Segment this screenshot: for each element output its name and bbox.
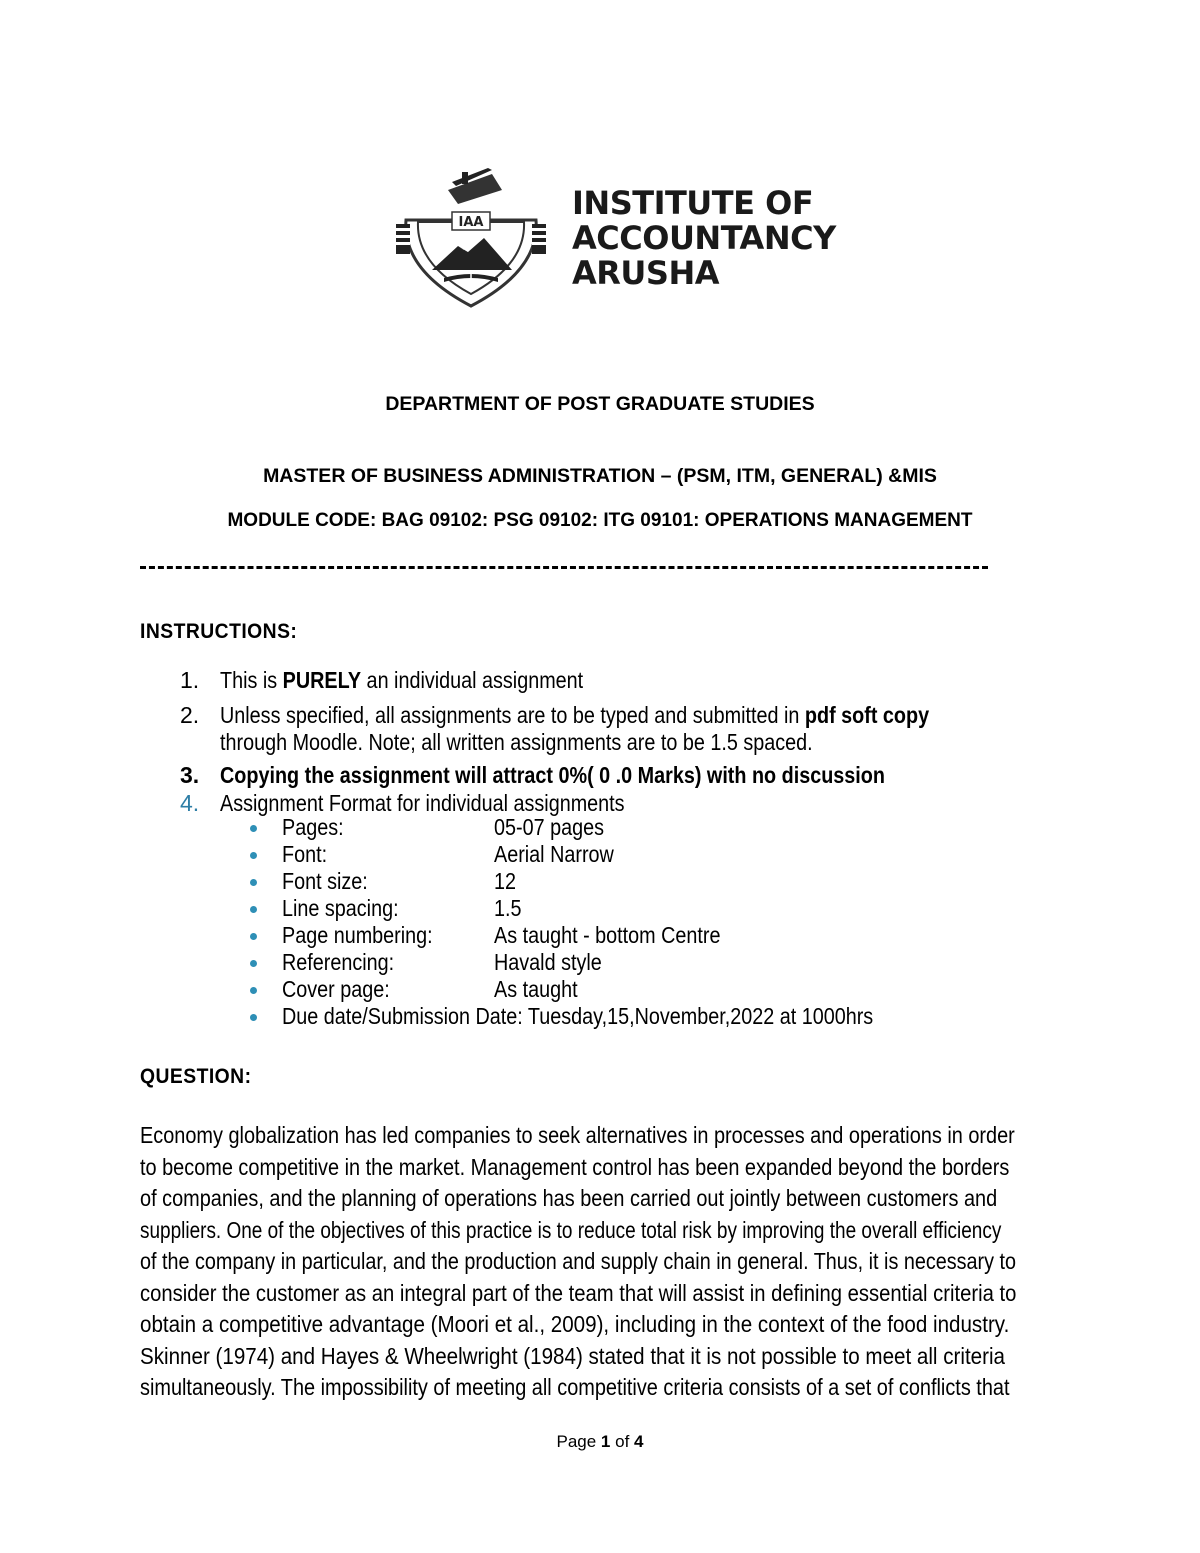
item-text: Assignment Format for individual assignments [220, 790, 625, 816]
format-value: Havald style [494, 949, 602, 975]
item-emphasis: pdf soft copy [804, 702, 930, 728]
question-heading: QUESTION: [140, 1065, 252, 1088]
instruction-item [140, 760, 1080, 788]
paragraph-line: Skinner (1974) and Hayes & Wheelwright (1984) stated that it is not possible to meet all criteria [140, 1342, 1006, 1369]
bullet-icon [250, 1014, 257, 1021]
item-number: 2. [180, 702, 200, 728]
format-item [250, 922, 1080, 949]
paragraph-line: Economy globalization has led companies to seek alternatives in processes and operations in order [140, 1122, 1015, 1148]
format-value: 12 [494, 868, 517, 894]
format-value: Aerial Narrow [494, 841, 614, 867]
bullet-icon [250, 879, 257, 886]
format-item [250, 895, 1080, 922]
instruction-item [140, 665, 1080, 698]
paragraph-line: simultaneously. The impossibility of meeting all competitive criteria consists of a set of conflicts that [140, 1374, 1010, 1400]
dashed-divider [140, 566, 988, 571]
bullet-icon [250, 933, 257, 940]
format-item [250, 868, 1080, 895]
format-key: Font: [282, 841, 328, 867]
instruction-item [140, 698, 1080, 760]
format-item [250, 949, 1080, 976]
item-text: Copying the assignment will attract 0%( 0 .0 Marks) with no discussion [220, 762, 885, 788]
format-value: 05-07 pages [494, 814, 604, 840]
iaa-seal-icon [392, 160, 550, 312]
format-key: Pages: [282, 814, 344, 840]
paragraph-line: suppliers. One of the objectives of this practice is to reduce total risk by improving the overall efficiency [140, 1216, 1002, 1243]
format-item [250, 841, 1080, 868]
format-key: Due date/Submission Date: Tuesday,15,November,2022 at 1000hrs [282, 1003, 874, 1029]
item-text-continued: through Moodle. Note; all written assignments are to be 1.5 spaced. [220, 729, 813, 755]
item-text: Unless specified, all assignments are to be typed and submitted in [220, 702, 805, 728]
bullet-icon [250, 825, 257, 832]
institute-name-line: ACCOUNTANCY [572, 219, 836, 257]
page-word: Page [556, 1432, 597, 1451]
question-paragraph [140, 1120, 1140, 1404]
bullet-icon [250, 906, 257, 913]
of-word: of [615, 1432, 630, 1451]
institute-name-line: ARUSHA [572, 254, 719, 292]
format-value: 1.5 [494, 895, 522, 921]
format-key: Page numbering: [282, 922, 433, 948]
item-emphasis: PURELY [282, 667, 362, 693]
bullet-icon [250, 960, 257, 967]
format-key: Referencing: [282, 949, 395, 975]
instructions-heading: INSTRUCTIONS: [140, 620, 298, 643]
institute-name-line: INSTITUTE OF [572, 184, 814, 222]
item-text: an individual assignment [361, 667, 584, 693]
bullet-icon [250, 852, 257, 859]
current-page: 1 [600, 1432, 611, 1451]
item-number: 3. [180, 762, 200, 788]
department-title: DEPARTMENT OF POST GRADUATE STUDIES [385, 393, 815, 415]
instructions-list [140, 665, 1080, 1030]
item-text: This is [220, 667, 283, 693]
item-number: 4. [180, 790, 200, 816]
programme-title: MASTER OF BUSINESS ADMINISTRATION – (PSM, ITM, GENERAL) &MIS [263, 465, 937, 487]
paragraph-line: obtain a competitive advantage (Moori et al., 2009), including in the context of the food industry. [140, 1311, 1010, 1337]
seal-label: IAA [458, 215, 484, 230]
format-key: Font size: [282, 868, 368, 894]
instruction-item [140, 788, 1080, 814]
module-code: MODULE CODE: BAG 09102: PSG 09102: ITG 09101: OPERATIONS MANAGEMENT [227, 510, 973, 531]
format-value: As taught [494, 976, 578, 1002]
format-key: Cover page: [282, 976, 390, 1002]
page-footer [0, 1432, 1200, 1452]
paragraph-line: consider the customer as an integral part of the team that will assist in defining essential criteria to [140, 1279, 1017, 1306]
paragraph-line: of companies, and the planning of operations has been carried out jointly between customers and [140, 1185, 998, 1211]
total-pages: 4 [634, 1432, 644, 1451]
paragraph-line: to become competitive in the market. Management control has been expanded beyond the borders [140, 1153, 1010, 1180]
bullet-icon [250, 987, 257, 994]
format-key: Line spacing: [282, 895, 399, 921]
institute-logo [392, 160, 836, 312]
format-item [250, 976, 1080, 1003]
paragraph-line: of the company in particular, and the production and supply chain in general. Thus, it is necessary to [140, 1248, 1016, 1274]
item-number: 1. [180, 667, 200, 693]
format-value: As taught - bottom Centre [494, 922, 721, 948]
format-item [250, 1003, 1080, 1030]
format-item [250, 814, 1080, 841]
institute-name [572, 186, 836, 291]
format-list [250, 814, 1080, 1030]
